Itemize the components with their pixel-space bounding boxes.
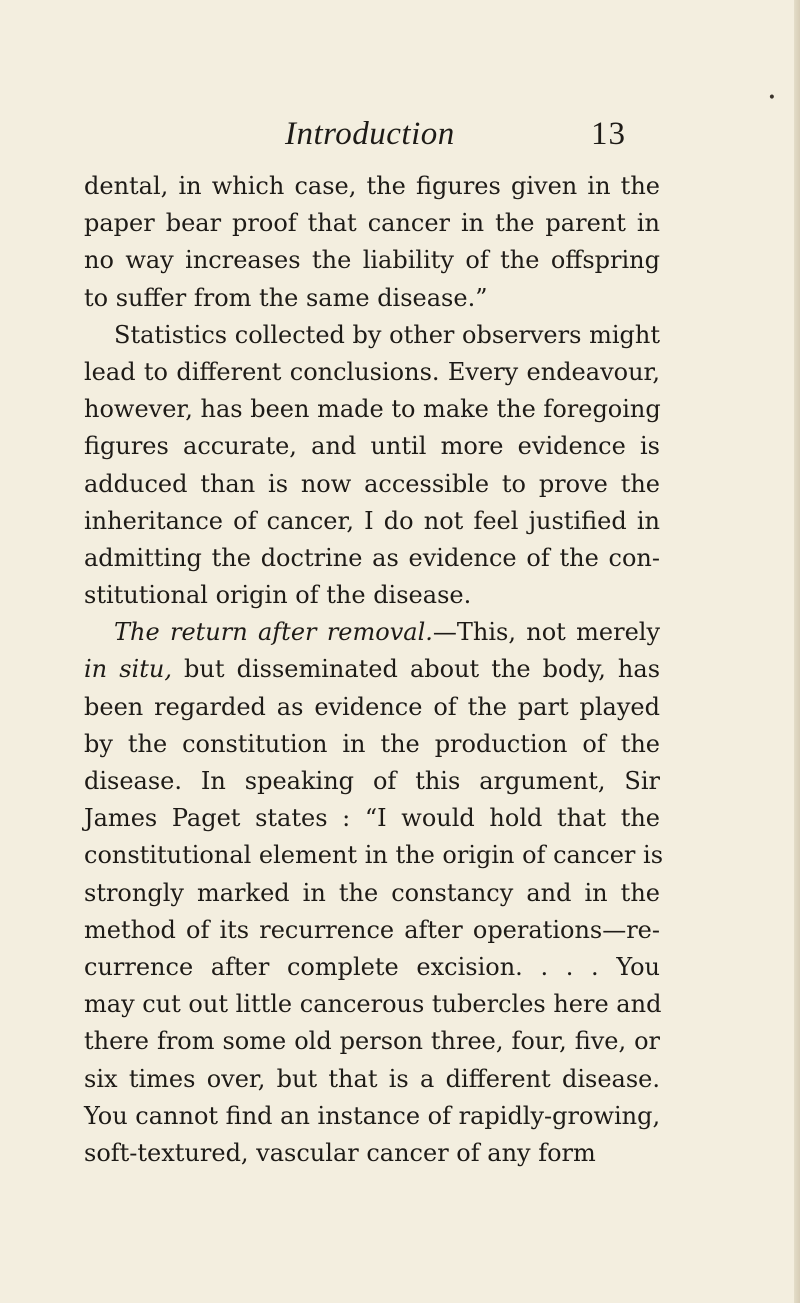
paragraph-heading-line <box>84 614 660 651</box>
text-line: constitutional element in the origin of cancer is <box>84 841 664 870</box>
text-line: admitting the doctrine as evidence of the con- <box>84 543 660 572</box>
text-line: may cut out little cancerous tubercles here and <box>84 990 662 1019</box>
margin-speck: • <box>767 90 776 106</box>
text-line: figures accurate, and until more evidence is <box>84 432 660 461</box>
text-line: currence after complete excision. . . . You <box>84 952 660 981</box>
page-number: 13 <box>591 116 626 152</box>
text-line: Statistics collected by other observers might <box>114 320 660 349</box>
text-line: six times over, but that is a different disease. <box>84 1064 660 1093</box>
text-line: James Paget states : “I would hold that the <box>84 804 660 833</box>
italic-phrase: in situ, <box>84 655 172 684</box>
text-line <box>84 651 660 688</box>
text-line: You cannot find an instance of rapidly-growing, <box>84 1101 661 1130</box>
text-line: been regarded as evidence of the part played <box>84 692 660 721</box>
text-line: stitutional origin of the disease. <box>84 581 472 610</box>
text-line: dental, in which case, the figures given in the <box>84 172 660 200</box>
text-line: paper bear proof that cancer in the parent in <box>84 209 660 238</box>
text-fragment: —This, not merely <box>432 618 661 647</box>
text-line: disease. In speaking of this argument, Sir <box>84 767 660 795</box>
text-line: lead to different conclusions. Every endeavour, <box>84 357 660 386</box>
text-line: method of its recurrence after operations—re- <box>84 915 660 944</box>
page-edge-shadow <box>794 0 800 1303</box>
body-text <box>84 168 664 1172</box>
text-line: there from some old person three, four, five, or <box>84 1027 660 1056</box>
text-line: by the constitution in the production of the <box>84 729 660 758</box>
text-line: adduced than is now accessible to prove the <box>84 469 660 498</box>
paragraph-heading: The return after removal. <box>114 618 433 647</box>
text-line: inheritance of cancer, I do not feel justified in <box>84 506 660 535</box>
text-line: soft-textured, vascular cancer of any form <box>84 1138 596 1167</box>
text-line: however, has been made to make the foregoing <box>84 395 661 424</box>
running-title: Introduction <box>285 116 455 152</box>
page-header <box>0 116 800 156</box>
text-fragment: but disseminated about the body, has <box>171 655 661 684</box>
text-line: no way increases the liability of the offspring <box>84 246 660 275</box>
text-line: to suffer from the same disease.” <box>84 283 488 312</box>
text-line: strongly marked in the constancy and in the <box>84 878 660 907</box>
